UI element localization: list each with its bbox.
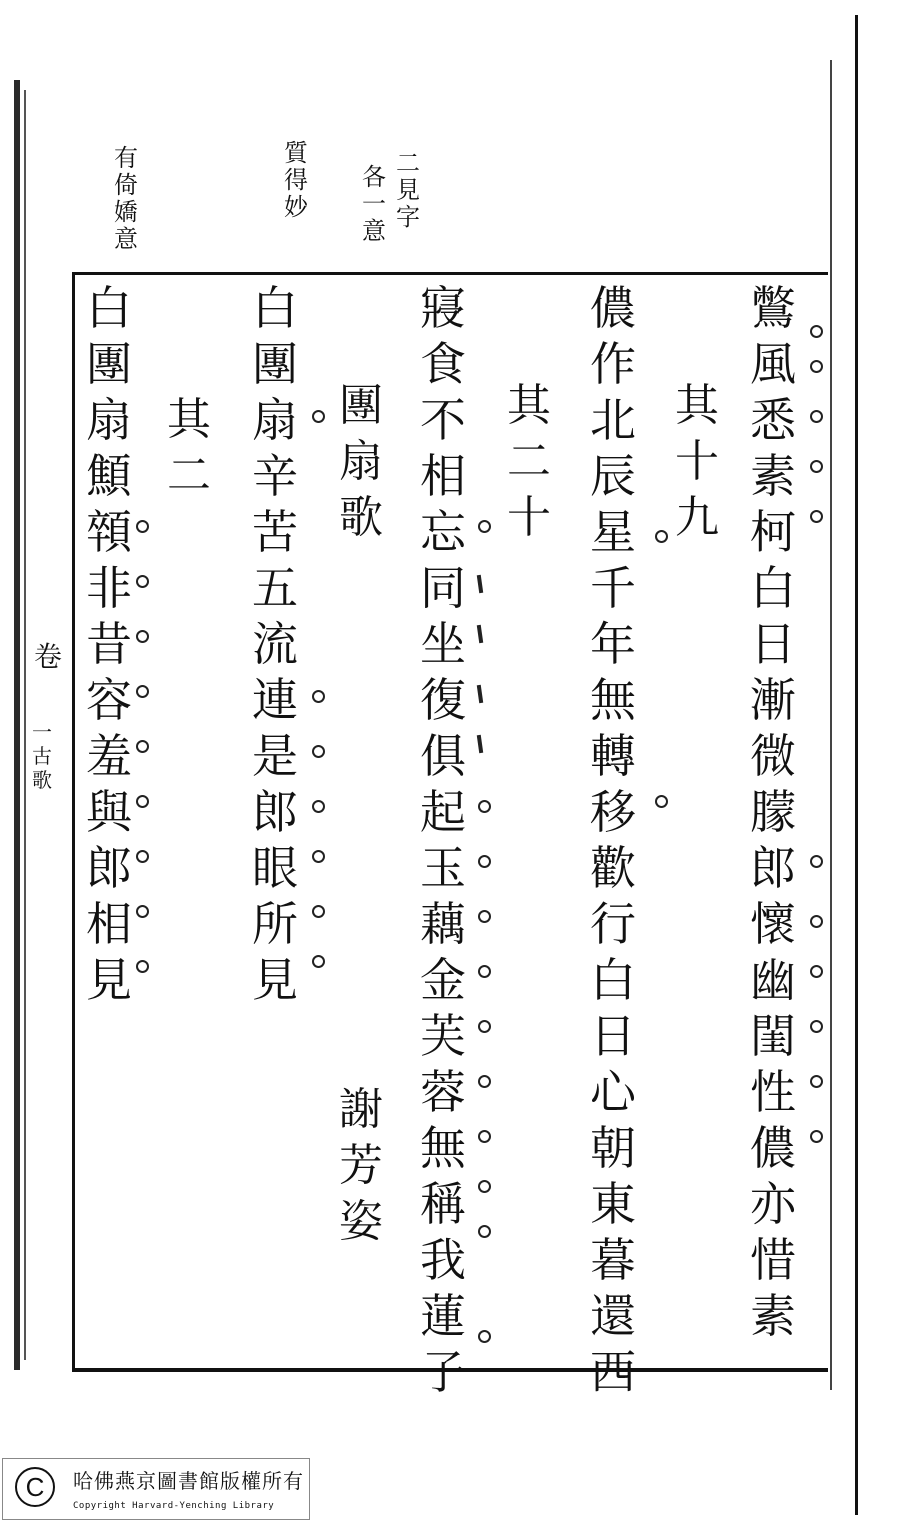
text-column-7 bbox=[246, 280, 304, 1008]
text-char: 作 bbox=[590, 337, 636, 391]
text-char: 幽 bbox=[750, 953, 796, 1007]
margin-note-b bbox=[282, 140, 310, 221]
emphasis-circle-mark bbox=[136, 520, 149, 533]
text-char: 心 bbox=[590, 1065, 636, 1119]
text-char: 性 bbox=[750, 1065, 796, 1119]
note-char: 字 bbox=[396, 203, 420, 231]
text-char: 柯 bbox=[750, 505, 796, 559]
emphasis-circle-mark bbox=[655, 795, 668, 808]
text-char: 顦 bbox=[86, 449, 132, 503]
text-char: 復 bbox=[420, 673, 466, 727]
text-column-3 bbox=[584, 280, 642, 1400]
text-char: 郎 bbox=[750, 841, 796, 895]
text-char: 日 bbox=[750, 617, 796, 671]
spine-sub-char: 一 bbox=[32, 720, 52, 744]
text-char: 素 bbox=[750, 1289, 796, 1343]
text-char: 團 bbox=[86, 337, 132, 391]
text-char: 見 bbox=[252, 953, 298, 1007]
text-char: 鷩 bbox=[750, 281, 796, 335]
emphasis-circle-mark bbox=[810, 1020, 823, 1033]
text-char: 儂 bbox=[590, 281, 636, 335]
text-char: 歌 bbox=[339, 492, 383, 543]
emphasis-circle-mark bbox=[312, 410, 325, 423]
emphasis-circle-mark bbox=[136, 685, 149, 698]
text-char: 二 bbox=[167, 450, 211, 501]
emphasis-circle-mark bbox=[655, 530, 668, 543]
text-char: 其 bbox=[675, 380, 719, 431]
emphasis-circle-mark bbox=[136, 905, 149, 918]
emphasis-circle-mark bbox=[810, 410, 823, 423]
text-char: 稱 bbox=[420, 1177, 466, 1231]
emphasis-circle-mark bbox=[810, 965, 823, 978]
emphasis-circle-mark bbox=[478, 855, 491, 868]
poem-heading-2 bbox=[160, 392, 218, 504]
text-char: 亦 bbox=[750, 1177, 796, 1231]
text-char: 團 bbox=[339, 380, 383, 431]
text-char: 懷 bbox=[750, 897, 796, 951]
text-char: 閨 bbox=[750, 1009, 796, 1063]
note-char: 倚 bbox=[114, 171, 138, 199]
emphasis-circle-mark bbox=[478, 1020, 491, 1033]
text-char: 郎 bbox=[86, 841, 132, 895]
text-char: 朝 bbox=[590, 1121, 636, 1175]
emphasis-circle-mark bbox=[810, 325, 823, 338]
note-char: 嬌 bbox=[114, 198, 138, 226]
text-char: 藕 bbox=[420, 897, 466, 951]
text-char: 辛 bbox=[252, 449, 298, 503]
text-char: 扇 bbox=[252, 393, 298, 447]
text-char: 暮 bbox=[590, 1233, 636, 1287]
emphasis-circle-mark bbox=[312, 905, 325, 918]
text-char: 五 bbox=[252, 561, 298, 615]
text-char: 轉 bbox=[590, 729, 636, 783]
text-char: 白 bbox=[86, 281, 132, 335]
song-title-tuanshange bbox=[332, 378, 390, 546]
text-char: 見 bbox=[86, 953, 132, 1007]
text-char: 行 bbox=[590, 897, 636, 951]
copyright-english: Copyright Harvard-Yenching Library bbox=[73, 1501, 275, 1511]
emphasis-circle-mark bbox=[312, 800, 325, 813]
text-char: 所 bbox=[252, 897, 298, 951]
text-char: 惜 bbox=[750, 1233, 796, 1287]
text-char: 容 bbox=[86, 673, 132, 727]
text-char: 芳 bbox=[339, 1140, 383, 1191]
text-char: 昔 bbox=[86, 617, 132, 671]
text-char: 金 bbox=[420, 953, 466, 1007]
spine-sub-char: 古 bbox=[32, 744, 52, 768]
text-char: 星 bbox=[590, 505, 636, 559]
emphasis-circle-mark bbox=[136, 575, 149, 588]
emphasis-circle-mark bbox=[312, 850, 325, 863]
text-char: 姿 bbox=[339, 1196, 383, 1247]
emphasis-circle-mark bbox=[810, 360, 823, 373]
copyright-chinese: 哈佛燕京圖書館版權所有 bbox=[73, 1469, 304, 1493]
text-char: 微 bbox=[750, 729, 796, 783]
text-char: 無 bbox=[420, 1121, 466, 1175]
text-char: 扇 bbox=[86, 393, 132, 447]
emphasis-circle-mark bbox=[478, 1075, 491, 1088]
note-char: 意 bbox=[114, 225, 138, 253]
text-char: 起 bbox=[420, 785, 466, 839]
text-char: 蓉 bbox=[420, 1065, 466, 1119]
author-name bbox=[332, 1082, 390, 1250]
margin-note-a bbox=[360, 150, 422, 245]
text-char: 歡 bbox=[590, 841, 636, 895]
text-char: 坐 bbox=[420, 617, 466, 671]
spine-subtitle bbox=[32, 720, 52, 792]
emphasis-circle-mark bbox=[478, 1180, 491, 1193]
text-char: 其 bbox=[507, 380, 551, 431]
note-char: 得 bbox=[284, 166, 308, 194]
emphasis-circle-mark bbox=[478, 1330, 491, 1343]
text-char: 團 bbox=[252, 337, 298, 391]
book-spine-inner-line bbox=[24, 90, 26, 1360]
text-char: 朦 bbox=[750, 785, 796, 839]
text-char: 辰 bbox=[590, 449, 636, 503]
text-char: 相 bbox=[420, 449, 466, 503]
text-char: 謝 bbox=[339, 1084, 383, 1135]
spine-title bbox=[28, 640, 68, 674]
text-char: 非 bbox=[86, 561, 132, 615]
copyright-stamp bbox=[2, 1458, 310, 1520]
note-char: 有 bbox=[114, 144, 138, 172]
text-char: 眼 bbox=[252, 841, 298, 895]
emphasis-circle-mark bbox=[312, 955, 325, 968]
emphasis-circle-mark bbox=[312, 690, 325, 703]
note-char: 見 bbox=[396, 176, 420, 204]
text-char: 寢 bbox=[420, 281, 466, 335]
text-char: 其 bbox=[167, 394, 211, 445]
emphasis-circle-mark bbox=[136, 740, 149, 753]
text-char: 儂 bbox=[750, 1121, 796, 1175]
note-char: 二 bbox=[396, 149, 420, 177]
text-char: 是 bbox=[252, 729, 298, 783]
text-char: 九 bbox=[675, 492, 719, 543]
text-char: 十 bbox=[675, 436, 719, 487]
emphasis-circle-mark bbox=[478, 965, 491, 978]
text-char: 顇 bbox=[86, 505, 132, 559]
note-char: 各 bbox=[362, 163, 386, 191]
text-char: 白 bbox=[750, 561, 796, 615]
emphasis-circle-mark bbox=[136, 630, 149, 643]
text-char: 子 bbox=[420, 1345, 466, 1399]
emphasis-circle-mark bbox=[810, 1075, 823, 1088]
text-char: 食 bbox=[420, 337, 466, 391]
note-char: 妙 bbox=[284, 193, 308, 221]
poem-heading-19 bbox=[668, 378, 726, 546]
text-char: 蓮 bbox=[420, 1289, 466, 1343]
book-spine-edge bbox=[14, 80, 20, 1370]
text-char: 苦 bbox=[252, 505, 298, 559]
text-char: 羞 bbox=[86, 729, 132, 783]
note-char: 一 bbox=[362, 190, 386, 218]
emphasis-circle-mark bbox=[810, 915, 823, 928]
text-char: 玉 bbox=[420, 841, 466, 895]
emphasis-circle-mark bbox=[478, 800, 491, 813]
text-char: 連 bbox=[252, 673, 298, 727]
text-char: 忘 bbox=[420, 505, 466, 559]
text-char: 西 bbox=[590, 1345, 636, 1399]
spine-title-text: 卷 bbox=[33, 640, 62, 673]
poem-heading-20 bbox=[500, 378, 558, 546]
emphasis-circle-mark bbox=[810, 1130, 823, 1143]
text-char: 素 bbox=[750, 449, 796, 503]
emphasis-circle-mark bbox=[478, 910, 491, 923]
page-right-edge bbox=[855, 15, 858, 1515]
emphasis-circle-mark bbox=[312, 745, 325, 758]
text-char: 千 bbox=[590, 561, 636, 615]
text-char: 我 bbox=[420, 1233, 466, 1287]
margin-note-c bbox=[112, 145, 140, 253]
text-char: 二 bbox=[507, 436, 551, 487]
text-char: 還 bbox=[590, 1289, 636, 1343]
text-char: 郎 bbox=[252, 785, 298, 839]
text-column-5 bbox=[414, 280, 472, 1400]
emphasis-circle-mark bbox=[478, 1130, 491, 1143]
emphasis-circle-mark bbox=[478, 520, 491, 533]
note-char: 意 bbox=[362, 217, 386, 245]
text-char: 無 bbox=[590, 673, 636, 727]
emphasis-circle-mark bbox=[136, 850, 149, 863]
text-char: 不 bbox=[420, 393, 466, 447]
text-char: 芙 bbox=[420, 1009, 466, 1063]
text-char: 風 bbox=[750, 337, 796, 391]
text-column-9 bbox=[80, 280, 138, 1008]
text-char: 扇 bbox=[339, 436, 383, 487]
emphasis-circle-mark bbox=[136, 960, 149, 973]
text-char: 日 bbox=[590, 1009, 636, 1063]
text-char: 白 bbox=[252, 281, 298, 335]
text-char: 俱 bbox=[420, 729, 466, 783]
emphasis-circle-mark bbox=[810, 855, 823, 868]
text-char: 移 bbox=[590, 785, 636, 839]
emphasis-circle-mark bbox=[478, 1225, 491, 1238]
emphasis-circle-mark bbox=[810, 510, 823, 523]
text-char: 同 bbox=[420, 561, 466, 615]
text-char: 悉 bbox=[750, 393, 796, 447]
text-char: 相 bbox=[86, 897, 132, 951]
text-char: 東 bbox=[590, 1177, 636, 1231]
text-char: 十 bbox=[507, 492, 551, 543]
text-char: 北 bbox=[590, 393, 636, 447]
frame-right-line bbox=[830, 60, 832, 1390]
note-char: 質 bbox=[284, 139, 308, 167]
emphasis-circle-mark bbox=[136, 795, 149, 808]
text-char: 與 bbox=[86, 785, 132, 839]
text-column-1 bbox=[744, 280, 802, 1344]
text-char: 年 bbox=[590, 617, 636, 671]
text-char: 漸 bbox=[750, 673, 796, 727]
text-char: 白 bbox=[590, 953, 636, 1007]
text-char: 流 bbox=[252, 617, 298, 671]
copyright-icon: C bbox=[15, 1467, 55, 1507]
emphasis-circle-mark bbox=[810, 460, 823, 473]
spine-sub-char: 歌 bbox=[32, 768, 52, 792]
